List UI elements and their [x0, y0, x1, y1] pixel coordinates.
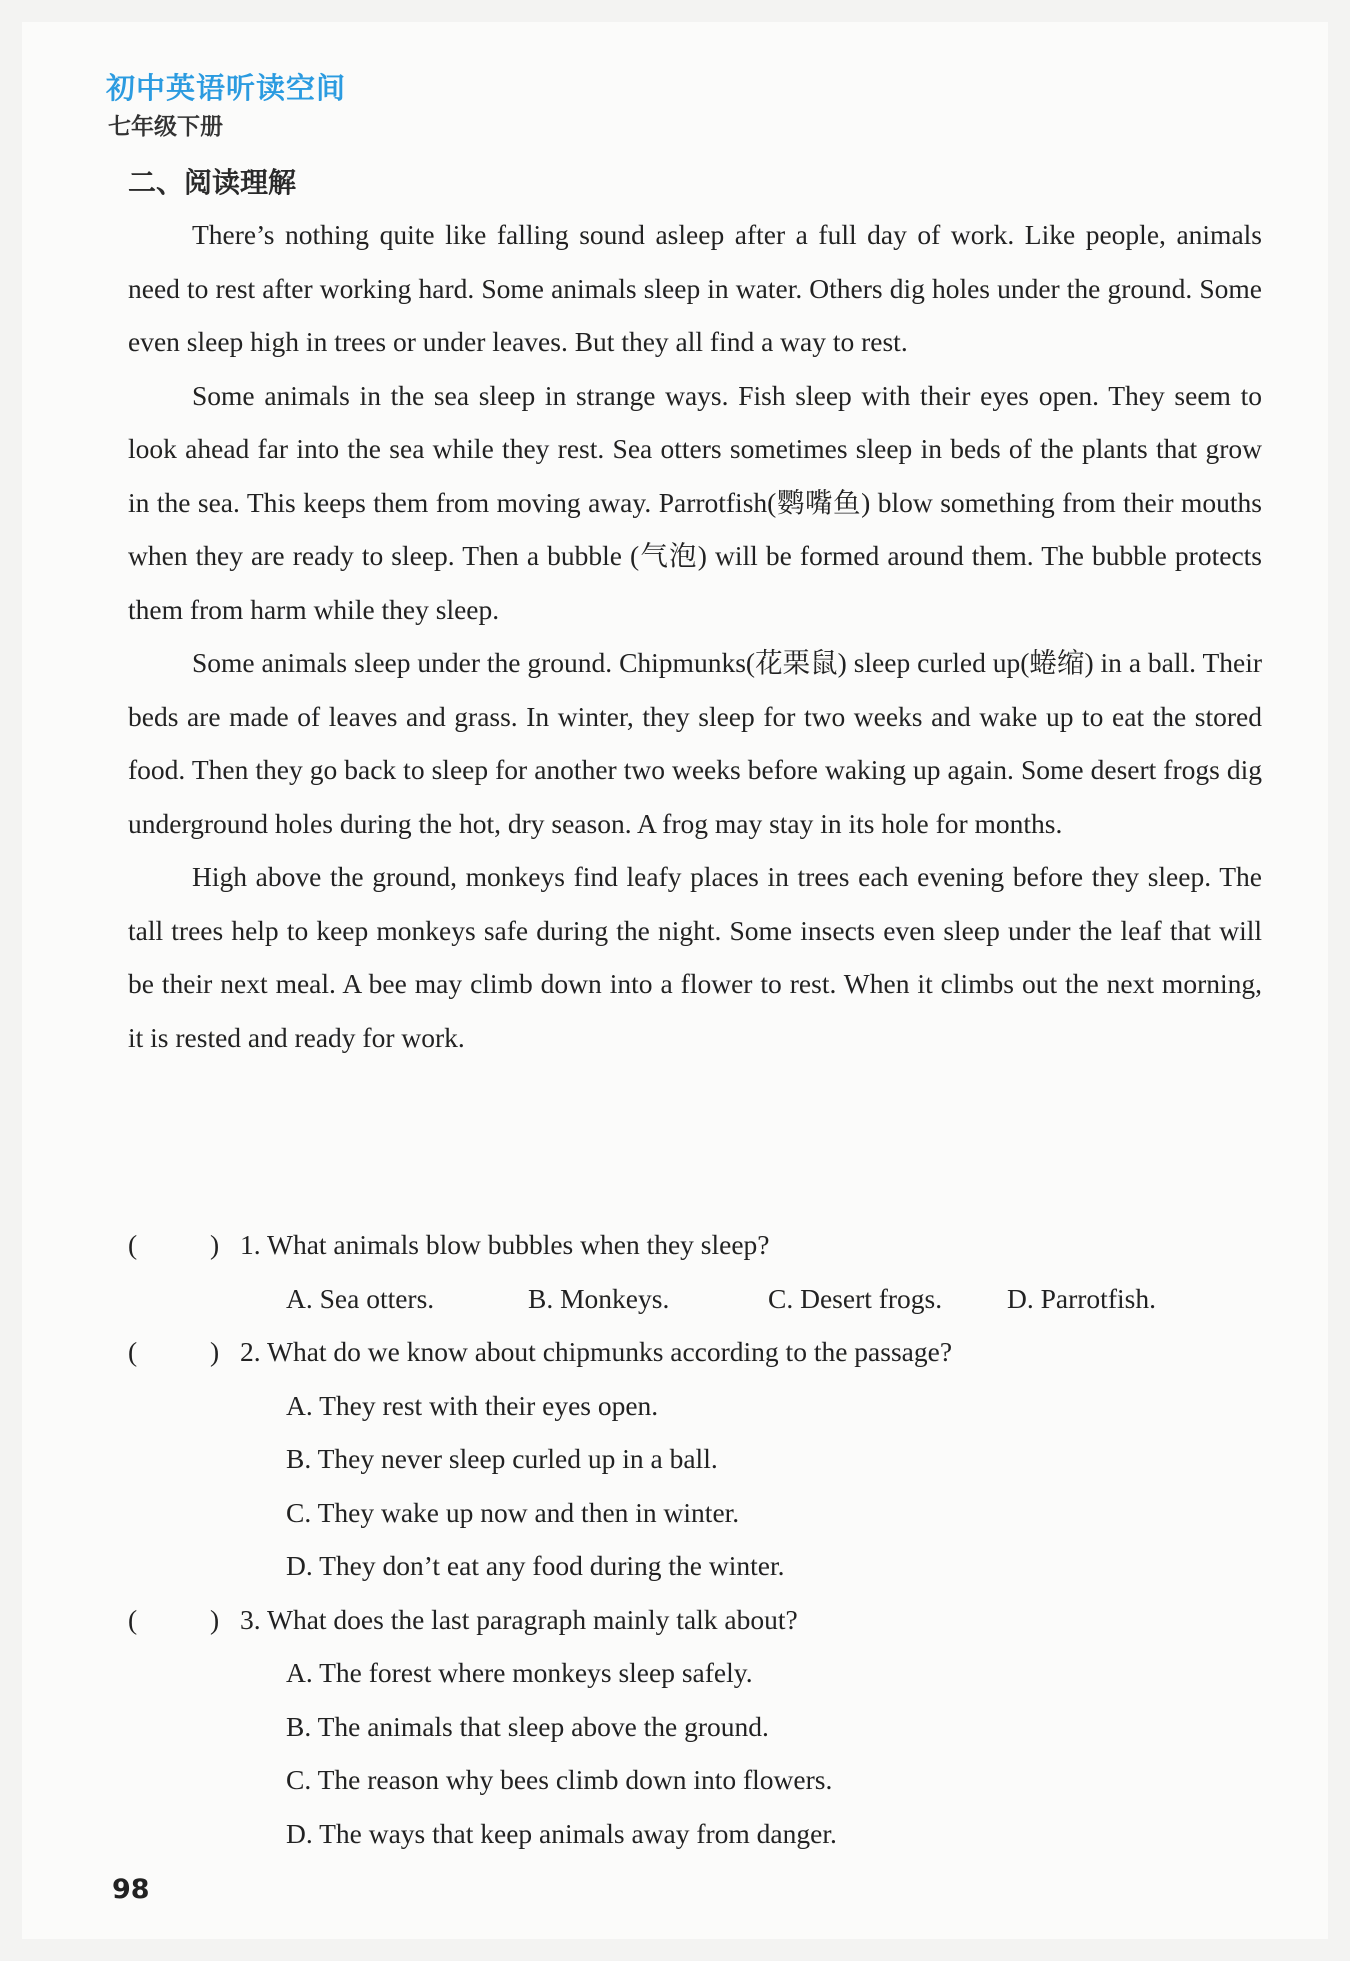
option-c: C. The reason why bees climb down into flowers.: [286, 1764, 833, 1795]
answer-blank-open[interactable]: (: [128, 1229, 138, 1260]
series-title: 初中英语听读空间: [106, 71, 347, 105]
option-d: D. The ways that keep animals away from danger.: [286, 1817, 837, 1849]
question-list: [128, 1218, 1262, 1860]
option-a: A. They rest with their eyes open.: [286, 1389, 659, 1421]
passage-paragraph-1: There’s nothing quite like falling sound asleep after a full day of work. Like people, animals need to rest after working hard. Some animals sleep in water. Others dig holes under the ground. Some even sleep high in trees or under leaves. But they all find a way to rest.: [128, 219, 1262, 357]
answer-blank-open[interactable]: (: [128, 1603, 138, 1635]
option-b: B. They never sleep curled up in a ball.: [286, 1443, 718, 1474]
page-number: 98: [112, 1874, 150, 1905]
answer-blank-close: ): [210, 1336, 220, 1367]
passage-paragraph-2: Some animals in the sea sleep in strange ways. Fish sleep with their eyes open. They seem to look ahead far into the sea while they rest. Sea otters sometimes sleep in beds of the plants that grow in the sea. This keeps them from moving away. Parrotfish(鹦嘴鱼) blow something from their mouths when they are ready to sleep. Then a bubble (气泡) will be formed around them. The bubble protects them from harm while they sleep.: [128, 379, 1262, 625]
option-d: D. Parrotfish.: [1007, 1282, 1156, 1314]
option-a: A. The forest where monkeys sleep safely.: [286, 1657, 753, 1688]
question-stem: 2. What do we know about chipmunks according to the passage?: [240, 1336, 953, 1367]
reading-passage: [128, 208, 1262, 1064]
option-a: A. Sea otters.: [286, 1282, 435, 1314]
option-b: B. The animals that sleep above the ground.: [286, 1710, 769, 1742]
section-title: 二、阅读理解: [128, 166, 297, 199]
question-2: [128, 1325, 1262, 1593]
answer-blank-close: ): [210, 1603, 220, 1635]
passage-paragraph-3: Some animals sleep under the ground. Chipmunks(花栗鼠) sleep curled up(蜷缩) in a ball. Their beds are made of leaves and grass. In winter, they sleep for two weeks and wake up to eat the stored food. Then they go back to sleep for another two weeks before waking up again. Some desert frogs dig underground holes during the hot, dry season. A frog may stay in its hole for months.: [128, 647, 1262, 839]
answer-blank-close: ): [210, 1229, 220, 1260]
question-3: [128, 1593, 1262, 1861]
option-row: [128, 1272, 1262, 1326]
question-stem: 3. What does the last paragraph mainly talk about?: [240, 1603, 798, 1635]
question-1: [128, 1218, 1262, 1325]
option-b: B. Monkeys.: [528, 1282, 670, 1314]
textbook-page: [22, 22, 1328, 1939]
passage-paragraph-4: High above the ground, monkeys find leafy places in trees each evening before they sleep. The tall trees help to keep monkeys safe during the night. Some insects even sleep under the leaf that will be their next meal. A bee may climb down into a flower to rest. When it climbs out the next morning, it is rested and ready for work.: [128, 861, 1262, 1053]
option-c: C. They wake up now and then in winter.: [286, 1496, 740, 1528]
option-d: D. They don’t eat any food during the winter.: [286, 1550, 785, 1581]
option-c: C. Desert frogs.: [768, 1282, 943, 1314]
answer-blank-open[interactable]: (: [128, 1336, 138, 1367]
question-stem: 1. What animals blow bubbles when they sleep?: [240, 1229, 770, 1260]
grade-subtitle: 七年级下册: [108, 113, 223, 140]
